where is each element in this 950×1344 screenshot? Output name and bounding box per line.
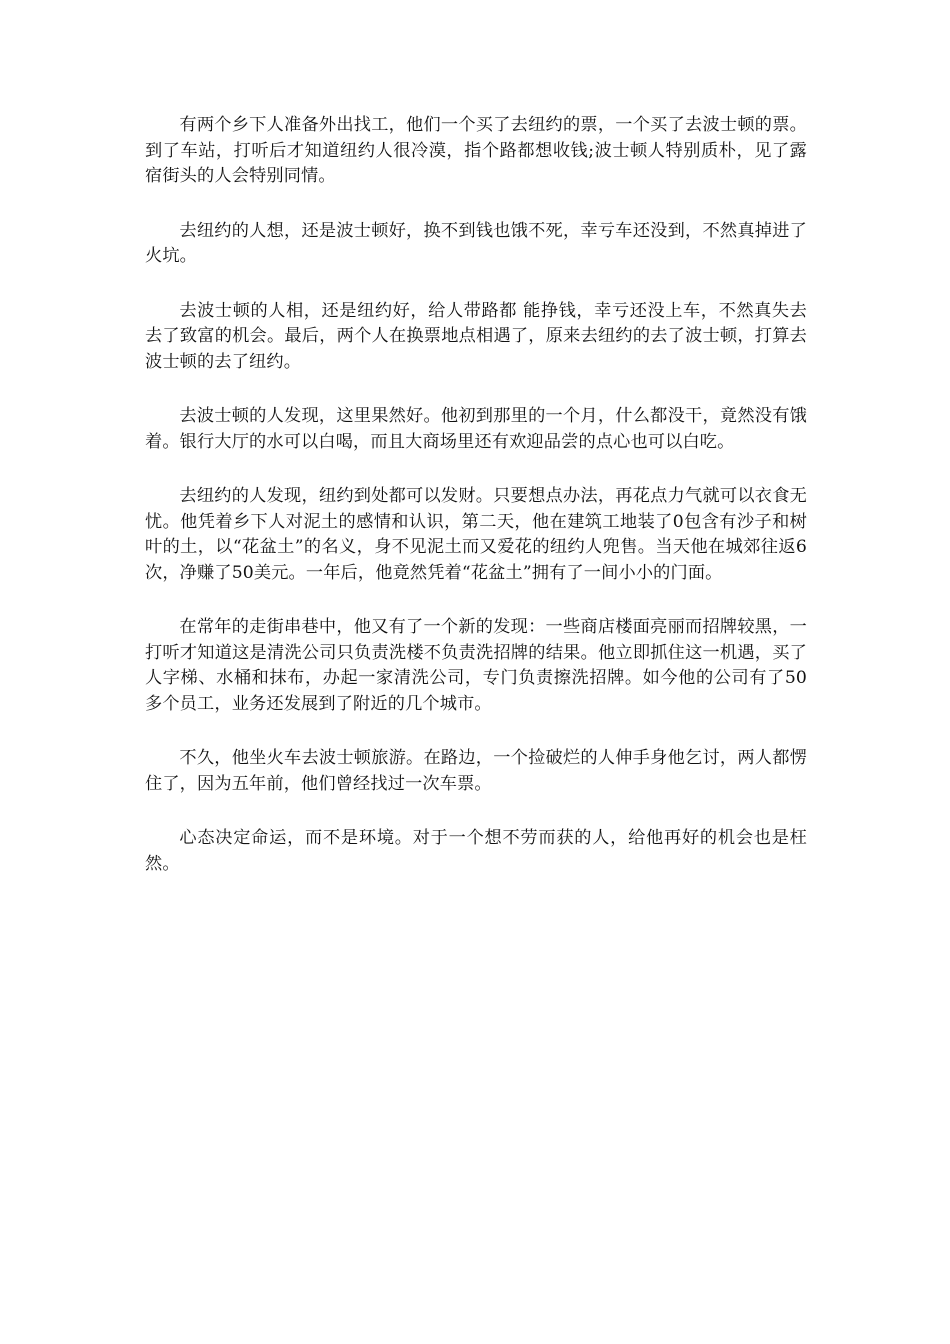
paragraph-1: 有两个乡下人准备外出找工，他们一个买了去纽约的票，一个买了去波士顿的票。到了车站，打听后才知道纽约人很冷漠，指个路都想收钱;波士顿人特别质朴，见了露宿街头的人会特别同情。 (145, 115, 807, 186)
paragraph-4: 去波士顿的人发现，这里果然好。他初到那里的一个月，什么都没干，竟然没有饿着。银行大厅的水可以白喝，而且大商场里还有欢迎品尝的点心也可以白吃。 (145, 406, 807, 452)
paragraph-2: 去纽约的人想，还是波士顿好，换不到钱也饿不死，幸亏车还没到，不然真掉进了火坑。 (145, 220, 807, 266)
paragraph-5: 去纽约的人发现，纽约到处都可以发财。只要想点办法，再花点力气就可以衣食无忧。他凭着乡下人对泥土的感情和认识，第二天，他在建筑工地装了0包含有沙子和树叶的土，以“花盆土”的名义，身不见泥土而又爱花的纽约人兜售。当天他在城郊往返6次，净赚了50美元。一年后，他竟然凭着“花盆土”拥有了一间小小的门面。 (145, 486, 807, 583)
article-body (145, 113, 807, 906)
paragraph-7: 不久，他坐火车去波士顿旅游。在路边，一个捡破烂的人伸手身他乞讨，两人都愣住了，因为五年前，他们曾经找过一次车票。 (145, 748, 807, 794)
paragraph-8: 心态决定命运，而不是环境。对于一个想不劳而获的人，给他再好的机会也是枉然。 (145, 828, 807, 874)
paragraph-3: 去波士顿的人相，还是纽约好，给人带路都 能挣钱，幸亏还没上车，不然真失去去了致富的机会。最后，两个人在换票地点相遇了，原来去纽约的去了波士顿，打算去波士顿的去了纽约。 (145, 300, 807, 372)
paragraph-6: 在常年的走街串巷中，他又有了一个新的发现：一些商店楼面亮丽而招牌较黑，一打听才知道这是清洗公司只负责洗楼不负责洗招牌的结果。他立即抓住这一机遇，买了人字梯、水桶和抹布，办起一家清洗公司，专门负责擦洗招牌。如今他的公司有了50多个员工，业务还发展到了附近的几个城市。 (145, 617, 807, 714)
